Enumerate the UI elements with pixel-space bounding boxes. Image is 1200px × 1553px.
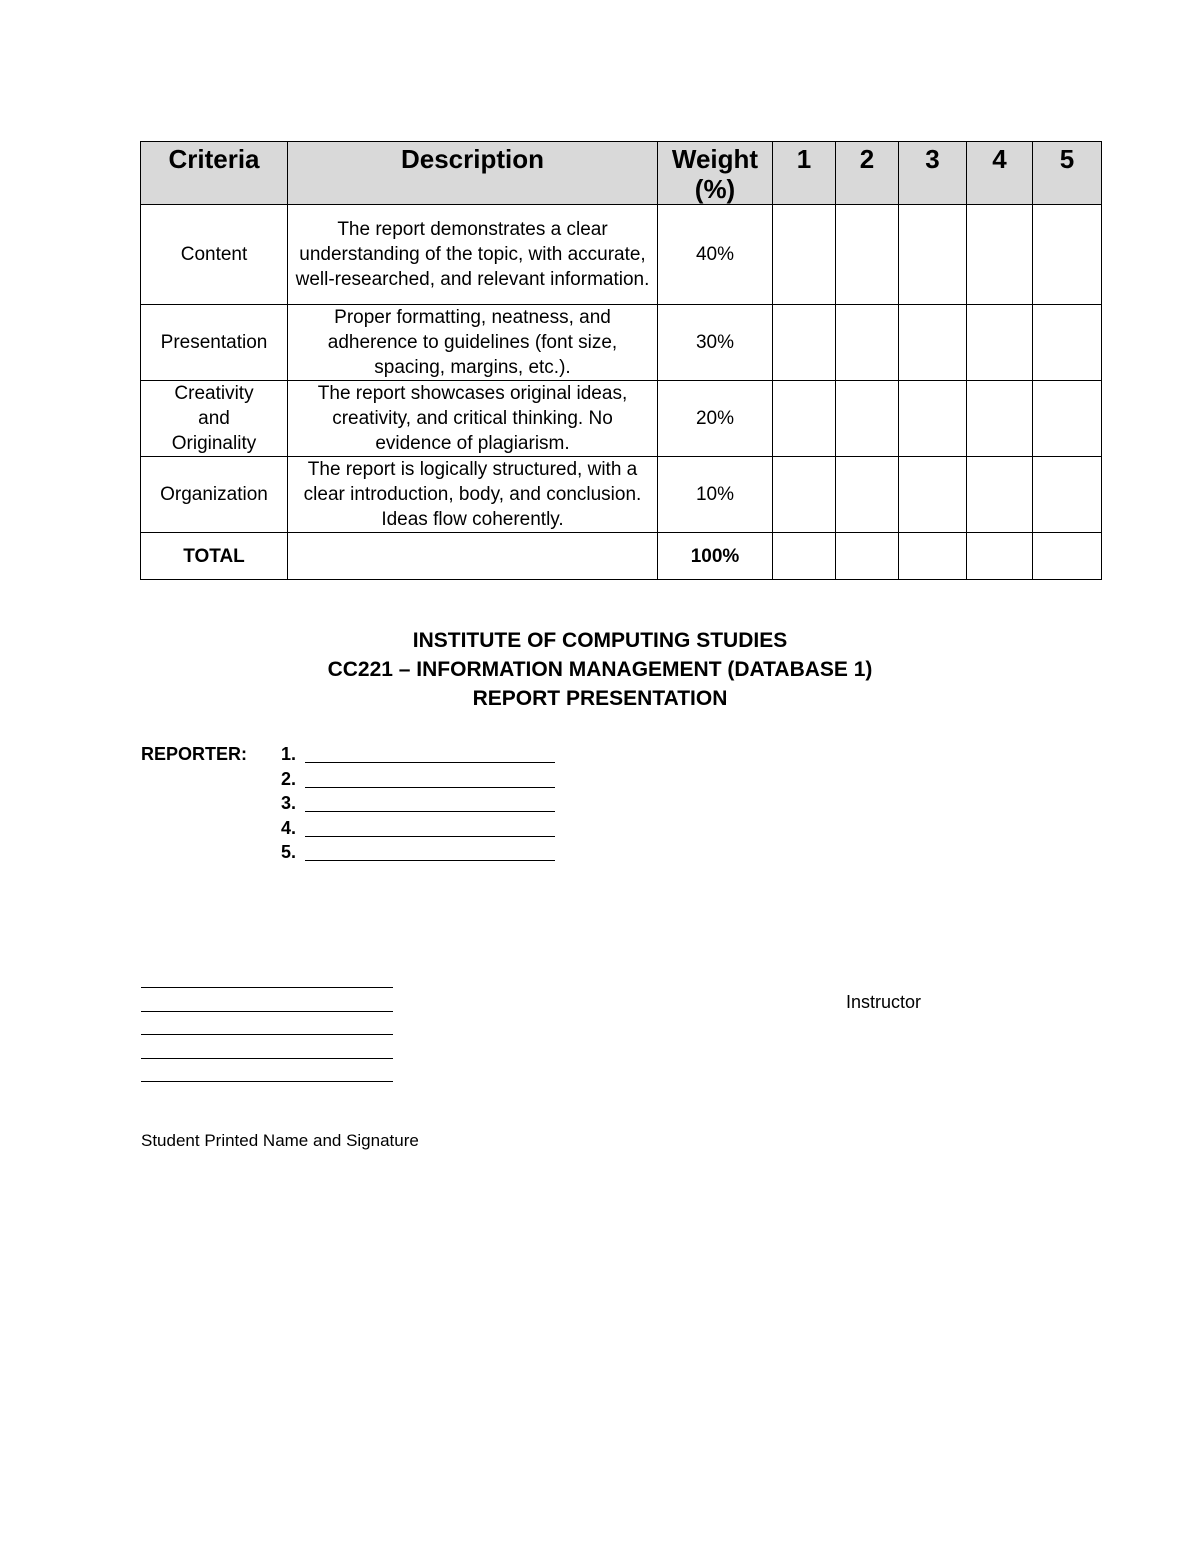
row-description: The report demonstrates a clear understanding of the topic, with accurate, well-researched, and relevant information. [288,205,658,305]
header-weight-unit: (%) [694,174,736,204]
student-signature-field[interactable] [141,987,393,1011]
score-cell-5[interactable] [1033,457,1102,533]
student-signature-caption: Student Printed Name and Signature [141,1131,419,1150]
row-description: The report showcases original ideas, creativity, and critical thinking. No evidence of plagiarism. [288,381,658,457]
score-cell-1[interactable] [773,205,836,305]
student-signature-field[interactable] [141,1081,393,1105]
row-criteria: Creativity and Originality [141,381,288,457]
document-heading [0,626,1200,713]
reporter-line [281,818,555,843]
student-signature-lines [141,987,393,1105]
total-description [288,533,658,580]
rubric-row-organization [141,457,1102,533]
total-score-cell-5[interactable] [1033,533,1102,580]
score-cell-4[interactable] [967,457,1033,533]
reporter-number: 4. [281,817,297,838]
reporter-name-field[interactable] [305,818,555,837]
header-weight-label: Weight [671,144,759,174]
row-weight: 20% [658,381,773,457]
reporter-number: 5. [281,842,297,862]
reporter-name-field[interactable] [305,744,555,763]
row-weight: 40% [658,205,773,305]
score-cell-5[interactable] [1033,381,1102,457]
score-cell-3[interactable] [899,457,967,533]
header-weight [658,142,773,205]
rubric-header-row [141,142,1102,205]
total-score-cell-2[interactable] [836,533,899,580]
total-score-cell-1[interactable] [773,533,836,580]
score-cell-4[interactable] [967,381,1033,457]
score-cell-1[interactable] [773,457,836,533]
score-cell-2[interactable] [836,381,899,457]
header-score-2: 2 [836,142,899,205]
row-description: The report is logically structured, with a clear introduction, body, and conclusion. Ideas flow coherently. [288,457,658,533]
student-signature-field[interactable] [141,1011,393,1035]
reporter-line [281,769,555,794]
row-criteria: Content [141,205,288,305]
reporter-list [281,744,555,867]
total-score-cell-3[interactable] [899,533,967,580]
score-cell-3[interactable] [899,205,967,305]
header-score-3: 3 [899,142,967,205]
score-cell-1[interactable] [773,381,836,457]
row-criteria: Organization [141,457,288,533]
reporter-name-field[interactable] [305,793,555,812]
activity-title: REPORT PRESENTATION [472,687,728,710]
institute-title: INSTITUTE OF COMPUTING STUDIES [412,629,788,652]
student-signature-field[interactable] [141,1058,393,1082]
score-cell-4[interactable] [967,205,1033,305]
header-score-1: 1 [773,142,836,205]
header-criteria: Criteria [141,142,288,205]
score-cell-5[interactable] [1033,205,1102,305]
row-description: Proper formatting, neatness, and adherence to guidelines (font size, spacing, margins, etc.). [288,305,658,381]
score-cell-5[interactable] [1033,305,1102,381]
score-cell-2[interactable] [836,457,899,533]
reporter-label: REPORTER: [141,744,248,764]
student-signature-field[interactable] [141,1034,393,1058]
reporter-line [281,744,555,769]
score-cell-1[interactable] [773,305,836,381]
score-cell-4[interactable] [967,305,1033,381]
score-cell-3[interactable] [899,305,967,381]
row-criteria: Presentation [141,305,288,381]
reporter-name-field[interactable] [305,769,555,788]
reporter-number: 2. [281,768,297,789]
header-score-4: 4 [967,142,1033,205]
header-score-5: 5 [1033,142,1102,205]
rubric-row-presentation [141,305,1102,381]
score-cell-3[interactable] [899,381,967,457]
reporter-number: 1. [281,744,297,764]
total-score-cell-4[interactable] [967,533,1033,580]
row-weight: 30% [658,305,773,381]
total-label: TOTAL [141,533,288,580]
rubric-row-content [141,205,1102,305]
reporter-name-field[interactable] [305,842,555,861]
total-weight: 100% [658,533,773,580]
rubric-table [140,141,1102,580]
reporter-line [281,793,555,818]
rubric-row-creativity [141,381,1102,457]
rubric-row-total [141,533,1102,580]
score-cell-2[interactable] [836,305,899,381]
course-title: CC221 – INFORMATION MANAGEMENT (DATABASE 1) [327,658,873,681]
reporter-number: 3. [281,793,297,813]
instructor-caption: Instructor [846,992,922,1012]
score-cell-2[interactable] [836,205,899,305]
header-description: Description [288,142,658,205]
reporter-line [281,842,555,867]
row-weight: 10% [658,457,773,533]
